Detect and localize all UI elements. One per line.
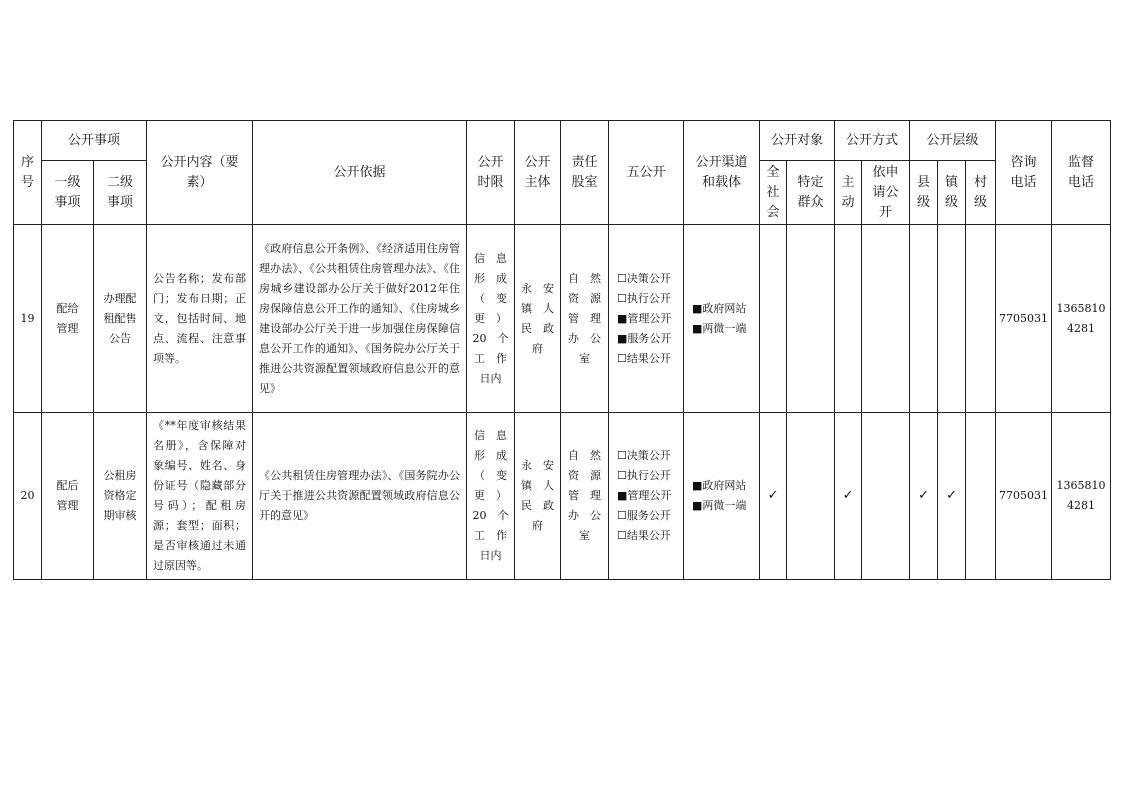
cell-content: 《**年度审核结果名册》，含保障对象编号、姓名、身份证号（隐藏部分号码）；配租房源；套型；面积；是否审核通过未通过原因等。 bbox=[147, 413, 253, 580]
table-row bbox=[14, 225, 1111, 413]
cell-county bbox=[910, 225, 938, 413]
channel-weibo-wechat-app: ■两微一端 bbox=[692, 499, 747, 512]
cell-dept: 自 然 资 源 管 理 办 公 室 bbox=[561, 225, 609, 413]
cell-county: ✓ bbox=[910, 413, 938, 580]
cell-five bbox=[609, 225, 684, 413]
cell-seq: 19 bbox=[14, 225, 42, 413]
disclosure-table bbox=[13, 120, 1111, 580]
header-subject: 公开主体 bbox=[515, 121, 561, 225]
cell-channel bbox=[684, 225, 760, 413]
five-item-service: ■服务公开 bbox=[617, 331, 672, 345]
cell-content: 公告名称；发布部门；发布日期；正文，包括时间、地点、流程、注意事项等。 bbox=[147, 225, 253, 413]
cell-all-society: ✓ bbox=[760, 413, 787, 580]
table-row bbox=[14, 413, 1111, 580]
cell-level2: 公租房资格定期审核 bbox=[94, 413, 147, 580]
header-consult: 咨询电话 bbox=[996, 121, 1052, 225]
cell-town: ✓ bbox=[938, 413, 966, 580]
cell-channel bbox=[684, 413, 760, 580]
cell-town bbox=[938, 225, 966, 413]
header-all-society: 全社会 bbox=[760, 161, 787, 225]
header-village: 村级 bbox=[966, 161, 996, 225]
header-dept: 责任股室 bbox=[561, 121, 609, 225]
cell-basis: 《政府信息公开条例》、《经济适用住房管理办法》、《公共租赁住房管理办法》、《住房城乡建设部办公厅关于做好2012年住房保障信息公开工作的通知》、《住房城乡建设部办公厅关于进一步加强住房保障信息公开工作的通知》、《国务院办公厅关于推进公共资源配置领域政府信息公开的意见》 bbox=[253, 225, 467, 413]
cell-five bbox=[609, 413, 684, 580]
cell-basis: 《公共租赁住房管理办法》、《国务院办公厅关于推进公共资源配置领域政府信息公开的意见》 bbox=[253, 413, 467, 580]
five-item-execution: ☐执行公开 bbox=[617, 469, 671, 482]
header-five: 五公开 bbox=[609, 121, 684, 225]
header-supervise: 监督电话 bbox=[1052, 121, 1111, 225]
header-item-group: 公开事项 bbox=[42, 121, 147, 161]
five-item-result: ☐结果公开 bbox=[617, 351, 671, 365]
cell-consult-phone: 7705031 bbox=[996, 225, 1052, 413]
cell-active: ✓ bbox=[835, 413, 862, 580]
cell-time-limit: 信 息 形 成 （ 变 更 ） 20 个 工 作 日内 bbox=[467, 225, 515, 413]
header-tier-group: 公开层级 bbox=[910, 121, 996, 161]
channel-weibo-wechat-app: ■两微一端 bbox=[692, 321, 747, 335]
cell-time-limit: 信 息 形 成 （ 变 更 ） 20 个 工 作 日内 bbox=[467, 413, 515, 580]
cell-specific bbox=[787, 225, 835, 413]
channel-gov-website: ■政府网站 bbox=[692, 479, 747, 492]
header-content: 公开内容（要素） bbox=[147, 121, 253, 225]
header-method-group: 公开方式 bbox=[835, 121, 910, 161]
header-on-request: 依申请公开 bbox=[862, 161, 910, 225]
cell-on-request bbox=[862, 413, 910, 580]
header-basis: 公开依据 bbox=[253, 121, 467, 225]
cell-subject: 永 安 镇 人 民 政 府 bbox=[515, 225, 561, 413]
five-item-management: ■管理公开 bbox=[617, 489, 672, 502]
cell-all-society bbox=[760, 225, 787, 413]
cell-dept: 自 然 资 源 管 理 办 公 室 bbox=[561, 413, 609, 580]
cell-level1: 配后管理 bbox=[42, 413, 94, 580]
five-item-decision: ☐决策公开 bbox=[617, 449, 671, 462]
header-level2: 二级事项 bbox=[94, 161, 147, 225]
header-level1: 一级事项 bbox=[42, 161, 94, 225]
cell-level1: 配给管理 bbox=[42, 225, 94, 413]
five-item-result: ☐结果公开 bbox=[617, 529, 671, 542]
cell-supervise-phone: 1365810 4281 bbox=[1052, 413, 1111, 580]
five-item-management: ■管理公开 bbox=[617, 311, 672, 325]
header-seq: 序号 bbox=[14, 121, 42, 225]
five-item-service: ☐服务公开 bbox=[617, 509, 671, 522]
header-specific: 特定群众 bbox=[787, 161, 835, 225]
five-item-execution: ☐执行公开 bbox=[617, 291, 671, 305]
cell-consult-phone: 7705031 bbox=[996, 413, 1052, 580]
header-active: 主动 bbox=[835, 161, 862, 225]
cell-supervise-phone: 1365810 4281 bbox=[1052, 225, 1111, 413]
header-time-limit: 公开时限 bbox=[467, 121, 515, 225]
header-county: 县级 bbox=[910, 161, 938, 225]
cell-level2: 办理配租配售公告 bbox=[94, 225, 147, 413]
cell-active bbox=[835, 225, 862, 413]
header-town: 镇级 bbox=[938, 161, 966, 225]
cell-specific bbox=[787, 413, 835, 580]
cell-village bbox=[966, 225, 996, 413]
disclosure-table-wrapper bbox=[13, 120, 1111, 580]
cell-village bbox=[966, 413, 996, 580]
cell-seq: 20 bbox=[14, 413, 42, 580]
five-item-decision: ☐决策公开 bbox=[617, 271, 671, 285]
cell-on-request bbox=[862, 225, 910, 413]
channel-gov-website: ■政府网站 bbox=[692, 301, 747, 315]
header-object-group: 公开对象 bbox=[760, 121, 835, 161]
cell-subject: 永 安 镇 人 民 政 府 bbox=[515, 413, 561, 580]
header-channel: 公开渠道和载体 bbox=[684, 121, 760, 225]
